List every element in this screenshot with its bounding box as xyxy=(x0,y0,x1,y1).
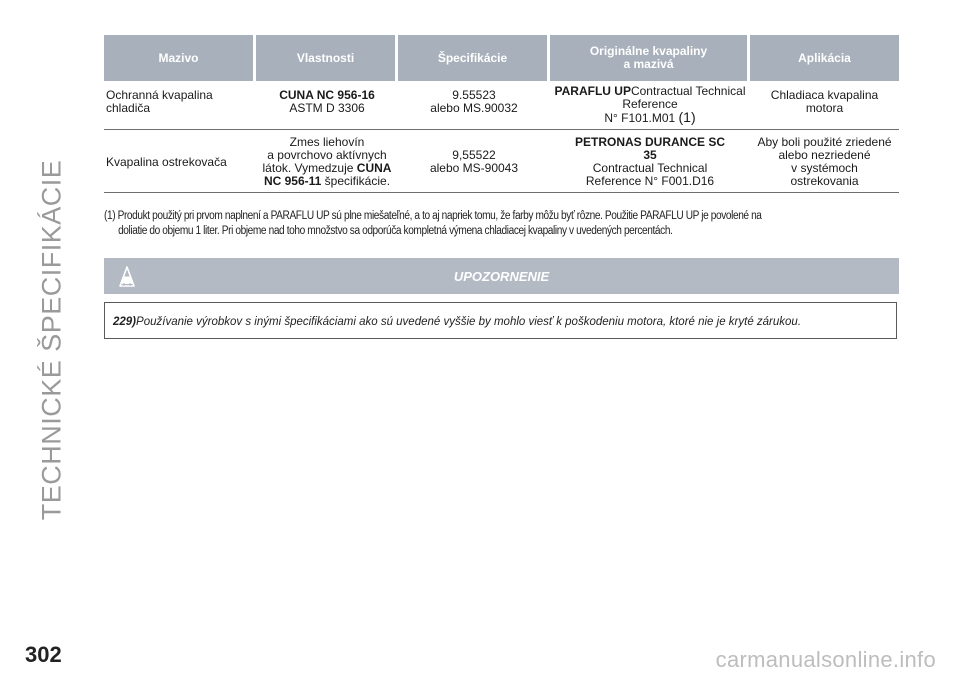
aplikacia-line: alebo nezriedené xyxy=(778,148,871,162)
cuna-code: CUNA xyxy=(356,161,392,175)
product-name: PETRONAS DURANCE SC 35 xyxy=(574,135,725,162)
cell-vlastnosti xyxy=(256,130,398,193)
warning-number: 229) xyxy=(113,316,137,328)
header-orig-line2: a mazivá xyxy=(623,57,674,71)
footnote-line-1: (1) Produkt použitý pri prvom naplnení a PARAFLU UP sú plne miešateľné, a to aj napriek tomu, že farby môžu byť rôzne. Použitie PARAFLU UP je povolené na xyxy=(104,210,762,222)
footnote-line-2: doliatie do objemu 1 liter. Pri objeme nad toho množstvo sa odporúča kompletná výmena chladiacej kvapaliny v uvedených percentách. xyxy=(118,225,673,237)
section-side-title: TECHNICKÉ ŠPECIFIKÁCIE xyxy=(36,159,67,521)
product-reference-2: N° F101.M01 xyxy=(604,111,676,125)
cell-mazivo: Kvapalina ostrekovača xyxy=(104,130,256,193)
spec-code: 9,55522 xyxy=(452,148,496,162)
cell-originalne-kvapaliny xyxy=(550,82,750,130)
aplikacia-line: Aby boli použité zriedené xyxy=(757,135,892,149)
page-number: 302 xyxy=(25,642,62,667)
cell-vlastnosti xyxy=(256,82,398,130)
vlastnosti-line: látok. Vymedzuje xyxy=(262,161,354,175)
cuna-code: NC 956-11 xyxy=(263,174,322,188)
header-vlastnosti: Vlastnosti xyxy=(256,35,398,82)
cell-specifikacie xyxy=(398,130,550,193)
vlastnosti-line: Zmes liehovín xyxy=(289,135,365,149)
header-aplikacia: Aplikácia xyxy=(750,35,899,82)
warning-header xyxy=(104,258,899,294)
spec-code: 9.55523 xyxy=(452,88,496,102)
cell-originalne-kvapaliny xyxy=(550,130,750,193)
product-reference-2: Reference N° F001.D16 xyxy=(585,174,715,188)
header-originalne-kvapaliny xyxy=(550,35,750,82)
product-reference-1: Contractual Technical xyxy=(592,161,708,175)
warning-title: UPOZORNENIE xyxy=(453,269,550,284)
header-orig-line1: Originálne kvapaliny xyxy=(589,44,708,58)
footnote-ref: (1) xyxy=(678,109,696,125)
header-specifikacie: Špecifikácie xyxy=(398,35,550,82)
cuna-code: CUNA NC 956-16 xyxy=(279,88,375,102)
warning-box xyxy=(104,302,897,339)
header-mazivo: Mazivo xyxy=(104,35,256,82)
astm-code: ASTM D 3306 xyxy=(289,101,365,115)
vlastnosti-line: špecifikácie. xyxy=(324,174,391,188)
aplikacia-line: ostrekovania xyxy=(790,174,859,188)
aplikacia-line: v systémoch xyxy=(791,161,858,175)
site-watermark: carmanualsonline.info xyxy=(715,647,936,672)
footnote xyxy=(104,209,804,239)
product-name: PARAFLU UP xyxy=(554,84,631,98)
cell-aplikacia: Chladiaca kvapalina motora xyxy=(750,82,899,130)
cell-aplikacia xyxy=(750,130,899,193)
spec-alt-code: alebo MS-90043 xyxy=(429,161,519,175)
product-reference-1: Contractual Technical Reference xyxy=(622,84,746,111)
lubricant-spec-table xyxy=(104,35,899,193)
table-row xyxy=(104,130,899,193)
cell-mazivo: Ochranná kvapalina chladiča xyxy=(104,82,256,130)
table-header-row xyxy=(104,35,899,82)
vlastnosti-line: a povrchovo aktívnych xyxy=(267,148,387,162)
cell-specifikacie xyxy=(398,82,550,130)
spec-alt-code: alebo MS.90032 xyxy=(430,101,518,115)
warning-text xyxy=(113,316,801,328)
table-row xyxy=(104,82,899,130)
warning-message: Používanie výrobkov s inými špecifikáciami ako sú uvedené vyššie by mohlo viesť k poškodeniu motora, ktoré nie je kryté zárukou. xyxy=(136,316,802,328)
